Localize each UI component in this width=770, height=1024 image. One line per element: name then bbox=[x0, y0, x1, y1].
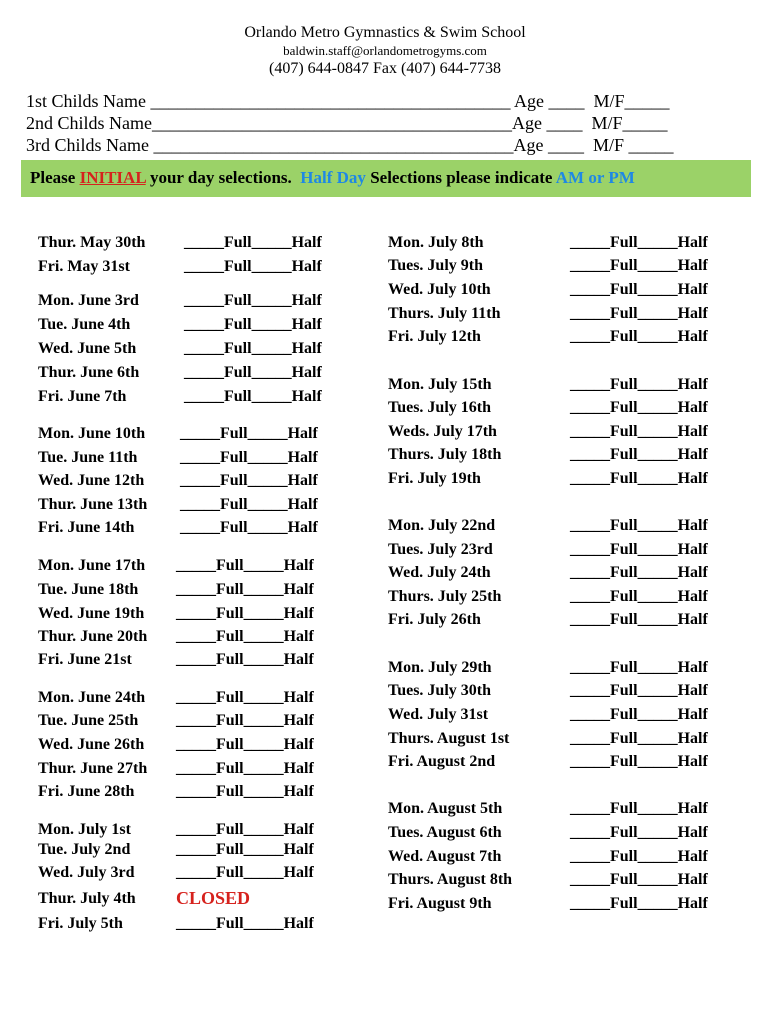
full-half-selection[interactable]: _____Full_____Half bbox=[570, 541, 708, 558]
day-label: Wed. July 3rd bbox=[38, 864, 135, 881]
full-half-selection[interactable]: _____Full_____Half bbox=[176, 841, 314, 858]
full-half-selection[interactable]: _____Full_____Half bbox=[570, 753, 708, 770]
full-half-selection[interactable]: _____Full_____Half bbox=[176, 581, 314, 598]
closed-label: CLOSED bbox=[176, 888, 251, 908]
day-label: Thur. June 6th bbox=[38, 364, 140, 381]
full-half-selection[interactable]: _____Full_____Half bbox=[570, 376, 708, 393]
day-label: Wed. July 10th bbox=[388, 281, 491, 298]
day-label: Mon. August 5th bbox=[388, 800, 503, 817]
day-label: Thurs. August 1st bbox=[388, 730, 510, 747]
instruction-banner bbox=[21, 160, 751, 197]
full-half-selection[interactable]: _____Full_____Half bbox=[570, 659, 708, 676]
initial-emphasis: INITIAL bbox=[79, 168, 146, 187]
full-half-selection[interactable]: _____Full_____Half bbox=[570, 257, 708, 274]
full-half-selection[interactable]: _____Full_____Half bbox=[176, 651, 314, 668]
full-half-selection[interactable]: _____Full_____Half bbox=[570, 470, 708, 487]
school-name: Orlando Metro Gymnastics & Swim School bbox=[244, 24, 526, 41]
day-label: Tues. July 23rd bbox=[388, 541, 493, 558]
full-half-selection[interactable]: _____Full_____Half bbox=[184, 340, 322, 357]
day-label: Mon. June 3rd bbox=[38, 292, 139, 309]
day-label: Wed. June 5th bbox=[38, 340, 137, 357]
full-half-selection[interactable]: _____Full_____Half bbox=[570, 848, 708, 865]
full-half-selection[interactable]: _____Full_____Half bbox=[176, 864, 314, 881]
day-label: Tue. June 4th bbox=[38, 316, 131, 333]
full-half-selection[interactable]: _____Full_____Half bbox=[570, 824, 708, 841]
full-half-selection[interactable]: _____Full_____Half bbox=[176, 605, 314, 622]
full-half-selection[interactable]: _____Full_____Half bbox=[176, 736, 314, 753]
day-label: Thurs. August 8th bbox=[388, 871, 513, 888]
full-half-selection[interactable]: _____Full_____Half bbox=[176, 821, 314, 838]
full-half-selection[interactable]: _____Full_____Half bbox=[184, 292, 322, 309]
day-label: Mon. July 1st bbox=[38, 821, 131, 838]
day-label: Tue. June 25th bbox=[38, 712, 139, 729]
full-half-selection[interactable]: _____Full_____Half bbox=[570, 871, 708, 888]
day-label: Fri. May 31st bbox=[38, 258, 130, 275]
day-label: Tue. June 11th bbox=[38, 449, 138, 466]
full-half-selection[interactable]: _____Full_____Half bbox=[180, 519, 318, 536]
day-label: Fri. June 28th bbox=[38, 783, 135, 800]
day-label: Tues. July 9th bbox=[388, 257, 483, 274]
full-half-selection[interactable]: _____Full_____Half bbox=[184, 364, 322, 381]
full-half-selection[interactable]: _____Full_____Half bbox=[176, 628, 314, 645]
day-label: Mon. July 8th bbox=[388, 234, 484, 251]
full-half-selection[interactable]: _____Full_____Half bbox=[570, 399, 708, 416]
day-label: Thurs. July 11th bbox=[388, 305, 501, 322]
full-half-selection[interactable]: _____Full_____Half bbox=[570, 611, 708, 628]
day-label: Tue. July 2nd bbox=[38, 841, 131, 858]
full-half-selection[interactable]: _____Full_____Half bbox=[176, 915, 314, 932]
full-half-selection[interactable]: _____Full_____Half bbox=[176, 712, 314, 729]
day-label: Mon. June 10th bbox=[38, 425, 146, 442]
full-half-selection[interactable]: _____Full_____Half bbox=[570, 446, 708, 463]
full-half-selection[interactable]: _____Full_____Half bbox=[184, 388, 322, 405]
school-phone: (407) 644-0847 Fax (407) 644-7738 bbox=[269, 60, 501, 77]
full-half-selection[interactable]: _____Full_____Half bbox=[570, 730, 708, 747]
full-half-selection[interactable]: _____Full_____Half bbox=[180, 449, 318, 466]
day-label: Thur. June 13th bbox=[38, 496, 148, 513]
day-label: Fri. July 19th bbox=[388, 470, 481, 487]
full-half-selection[interactable]: _____Full_____Half bbox=[176, 557, 314, 574]
day-label: Tues. July 30th bbox=[388, 682, 491, 699]
full-half-selection[interactable]: _____Full_____Half bbox=[570, 682, 708, 699]
full-half-selection[interactable]: _____Full_____Half bbox=[176, 783, 314, 800]
full-half-selection[interactable]: _____Full_____Half bbox=[570, 234, 708, 251]
instruction-text: Please INITIAL your day selections. Half Day Selections please indicate AM or PM bbox=[30, 168, 635, 187]
full-half-selection[interactable]: _____Full_____Half bbox=[184, 316, 322, 333]
day-label: Mon. June 17th bbox=[38, 557, 146, 574]
day-label: Fri. August 2nd bbox=[388, 753, 496, 770]
day-label: Fri. July 26th bbox=[388, 611, 481, 628]
full-half-selection[interactable]: _____Full_____Half bbox=[176, 760, 314, 777]
half-day-emphasis: Half Day bbox=[300, 168, 366, 187]
full-half-selection[interactable]: _____Full_____Half bbox=[570, 423, 708, 440]
day-label: Fri. July 12th bbox=[388, 328, 481, 345]
day-label: Wed. August 7th bbox=[388, 848, 502, 865]
child-name-line-1[interactable]: 1st Childs Name ________________________________________ Age ____ M/F_____ bbox=[26, 91, 670, 111]
full-half-selection[interactable]: _____Full_____Half bbox=[570, 281, 708, 298]
child-name-line-2[interactable]: 2nd Childs Name________________________________________Age ____ M/F_____ bbox=[26, 113, 668, 133]
day-label: Tue. June 18th bbox=[38, 581, 139, 598]
full-half-selection[interactable]: _____Full_____Half bbox=[570, 564, 708, 581]
day-label: Wed. July 24th bbox=[388, 564, 491, 581]
day-label: Wed. July 31st bbox=[388, 706, 489, 723]
child-name-line-3[interactable]: 3rd Childs Name ________________________________________Age ____ M/F _____ bbox=[26, 135, 674, 155]
day-label: Mon. June 24th bbox=[38, 689, 146, 706]
full-half-selection[interactable]: _____Full_____Half bbox=[570, 800, 708, 817]
full-half-selection[interactable]: _____Full_____Half bbox=[570, 328, 708, 345]
day-label: Tues. August 6th bbox=[388, 824, 502, 841]
day-label: Mon. July 22nd bbox=[388, 517, 496, 534]
full-half-selection[interactable]: _____Full_____Half bbox=[570, 305, 708, 322]
day-label: Wed. June 26th bbox=[38, 736, 145, 753]
day-label: Fri. June 14th bbox=[38, 519, 135, 536]
full-half-selection[interactable]: _____Full_____Half bbox=[176, 689, 314, 706]
day-label: Thur. July 4th bbox=[38, 890, 136, 907]
day-label: Fri. June 21st bbox=[38, 651, 132, 668]
full-half-selection[interactable]: _____Full_____Half bbox=[180, 425, 318, 442]
day-label: Thur. June 20th bbox=[38, 628, 148, 645]
day-label: Wed. June 12th bbox=[38, 472, 145, 489]
day-label: Fri. June 7th bbox=[38, 388, 127, 405]
full-half-selection[interactable]: _____Full_____Half bbox=[570, 706, 708, 723]
day-label: Weds. July 17th bbox=[388, 423, 497, 440]
full-half-selection[interactable]: _____Full_____Half bbox=[180, 472, 318, 489]
day-label: Thurs. July 25th bbox=[388, 588, 502, 605]
day-label: Mon. July 29th bbox=[388, 659, 492, 676]
school-email: baldwin.staff@orlandometrogyms.com bbox=[283, 43, 487, 58]
full-half-selection[interactable]: _____Full_____Half bbox=[570, 588, 708, 605]
day-label: Fri. August 9th bbox=[388, 895, 492, 912]
day-label: Thur. May 30th bbox=[38, 234, 146, 251]
full-half-selection[interactable]: _____Full_____Half bbox=[570, 517, 708, 534]
full-half-selection[interactable]: _____Full_____Half bbox=[180, 496, 318, 513]
day-label: Thurs. July 18th bbox=[388, 446, 502, 463]
day-label: Fri. July 5th bbox=[38, 915, 123, 932]
full-half-selection[interactable]: _____Full_____Half bbox=[570, 895, 708, 912]
day-label: Thur. June 27th bbox=[38, 760, 148, 777]
day-label: Tues. July 16th bbox=[388, 399, 491, 416]
day-label: Mon. July 15th bbox=[388, 376, 492, 393]
full-half-selection[interactable]: _____Full_____Half bbox=[184, 258, 322, 275]
day-label: Wed. June 19th bbox=[38, 605, 145, 622]
child-names-section bbox=[26, 90, 674, 156]
am-pm-emphasis: AM or PM bbox=[555, 168, 635, 187]
full-half-selection[interactable]: _____Full_____Half bbox=[184, 234, 322, 251]
